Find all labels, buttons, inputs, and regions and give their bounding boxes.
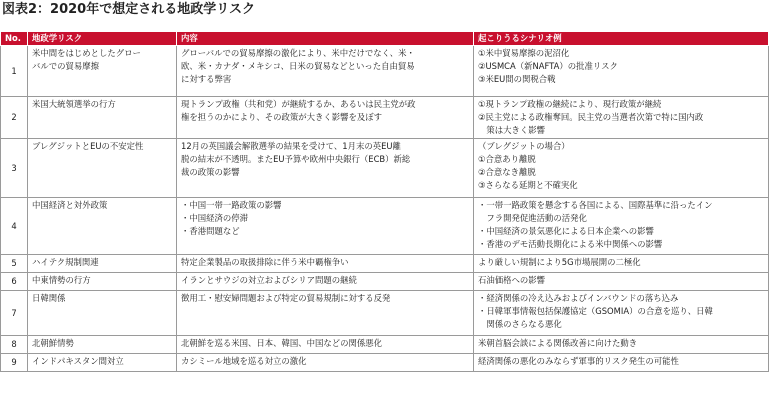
- table-row: [1, 139, 769, 198]
- table-row: [1, 291, 769, 336]
- cell-risk: [28, 46, 177, 97]
- header-risk: 地政学リスク: [28, 32, 177, 46]
- cell-no: 6: [1, 273, 28, 291]
- table-row: [1, 336, 769, 354]
- header-scenario: 起こりうるシナリオ例: [474, 32, 769, 46]
- cell-scenario: [474, 273, 769, 291]
- table-row: [1, 198, 769, 255]
- cell-scenario-line: 石油価格への影響: [478, 275, 545, 285]
- cell-content: [177, 97, 474, 139]
- cell-scenario-line: ・経済関係の冷え込みおよびインバウンドの落ち込み: [478, 293, 679, 303]
- table-row: [1, 255, 769, 273]
- cell-scenario: [474, 139, 769, 198]
- cell-content-line: 北朝鮮を巡る米国、日本、韓国、中国などの関係悪化: [181, 338, 382, 348]
- cell-risk: [28, 336, 177, 354]
- cell-content-line: 12月の英国議会解散選挙の結果を受けて、1月末の英EU離: [181, 141, 401, 151]
- cell-risk-line: 中東情勢の行方: [32, 275, 91, 285]
- cell-content-line: 現トランプ政権（共和党）が継続するか、あるいは民主党が政: [181, 99, 416, 109]
- cell-risk: [28, 273, 177, 291]
- cell-scenario-line: ①合意あり離脱: [478, 154, 536, 164]
- cell-content: [177, 198, 474, 255]
- cell-content: [177, 291, 474, 336]
- cell-scenario-line: より厳しい規制により5G市場展開の二極化: [478, 257, 641, 267]
- table-row: [1, 273, 769, 291]
- cell-scenario-line: ③さらなる延期と不確実化: [478, 180, 578, 190]
- figure-title: 図表2：2020年で想定される地政学リスク: [2, 2, 255, 17]
- cell-content: [177, 354, 474, 372]
- cell-scenario-line: ①現トランプ政権の継続により、現行政策が継続: [478, 99, 662, 109]
- cell-content: [177, 336, 474, 354]
- cell-content-line: 権を担うのかにより、その政策が大きく影響を及ぼす: [181, 112, 382, 122]
- cell-content-line: ・香港問題など: [181, 226, 240, 236]
- cell-content-line: 裁の政策の影響: [181, 167, 240, 177]
- cell-scenario-line: （ブレグジットの場合）: [478, 141, 570, 151]
- cell-content-line: カシミール地域を巡る対立の激化: [181, 356, 307, 366]
- cell-scenario: [474, 97, 769, 139]
- cell-content-line: 脱の結末が不透明。またEU予算や欧州中央銀行（ECB）新総: [181, 154, 411, 164]
- cell-content-line: に対する弊害: [181, 74, 232, 84]
- cell-risk-line: ハイテク規制関連: [32, 257, 99, 267]
- cell-risk-line: インドパキスタン間対立: [32, 356, 124, 366]
- cell-scenario-line: ・中国経済の景気悪化による日本企業への影響: [478, 226, 654, 236]
- cell-risk-line: 北朝鮮情勢: [32, 338, 74, 348]
- cell-content-line: ・中国一帯一路政策の影響: [181, 200, 282, 210]
- table-row: [1, 354, 769, 372]
- cell-scenario-line: ②民主党による政権奪回。民主党の当選者次第で特に国内政: [478, 112, 704, 122]
- cell-content-line: ・中国経済の停滞: [181, 213, 248, 223]
- cell-no: 2: [1, 97, 28, 139]
- cell-content-line: グローバルでの貿易摩擦の激化により、米中だけでなく、米・: [181, 48, 415, 58]
- cell-scenario-line: ①米中貿易摩擦の泥沼化: [478, 48, 570, 58]
- cell-scenario: [474, 354, 769, 372]
- cell-risk: [28, 255, 177, 273]
- cell-risk: [28, 291, 177, 336]
- cell-risk: [28, 97, 177, 139]
- cell-no: 5: [1, 255, 28, 273]
- cell-content: [177, 273, 474, 291]
- cell-scenario-line: ・香港のデモ活動長期化による米中関係への影響: [478, 239, 663, 249]
- cell-scenario: [474, 198, 769, 255]
- cell-risk-line: 日韓関係: [32, 293, 66, 303]
- cell-content: [177, 46, 474, 97]
- header-content: 内容: [177, 32, 474, 46]
- cell-risk: [28, 139, 177, 198]
- cell-scenario-line: ②USMCA（新NAFTA）の批准リスク: [478, 61, 618, 71]
- cell-scenario-line: ③米EU間の関税合戦: [478, 74, 556, 84]
- cell-risk-line: 米中間をはじめとしたグロー: [32, 48, 141, 58]
- header-no: No.: [1, 32, 28, 46]
- cell-scenario-line: 関係のさらなる悪化: [478, 319, 562, 329]
- cell-no: 8: [1, 336, 28, 354]
- cell-risk: [28, 354, 177, 372]
- cell-scenario-line: 経済関係の悪化のみならず軍事的リスク発生の可能性: [478, 356, 679, 366]
- cell-scenario-line: ・日韓軍事情報包括保護協定（GSOMIA）の合意を巡り、日韓: [478, 306, 713, 316]
- cell-scenario-line: 米朝首脳会談による関係改善に向けた動き: [478, 338, 638, 348]
- cell-content-line: イランとサウジの対立およびシリア問題の継続: [181, 275, 357, 285]
- cell-scenario-line: ・一帯一路政策を懸念する各国による、国際基準に沿ったイン: [478, 200, 713, 210]
- cell-content-line: 欧、米・カナダ・メキシコ、日米の貿易などといった自由貿易: [181, 61, 415, 71]
- cell-no: 9: [1, 354, 28, 372]
- cell-content-line: 徴用工・慰安婦問題および特定の貿易規制に対する反発: [181, 293, 391, 303]
- cell-no: 7: [1, 291, 28, 336]
- cell-risk-line: ブレグジットとEUの不安定性: [32, 141, 144, 151]
- cell-risk: [28, 198, 177, 255]
- cell-content: [177, 139, 474, 198]
- cell-no: 4: [1, 198, 28, 255]
- cell-risk-line: 中国経済と対外政策: [32, 200, 108, 210]
- table-row: [1, 46, 769, 97]
- cell-scenario-line: ②合意なき離脱: [478, 167, 536, 177]
- cell-content-line: 特定企業製品の取扱排除に伴う米中覇権争い: [181, 257, 349, 267]
- cell-no: 1: [1, 46, 28, 97]
- cell-scenario: [474, 255, 769, 273]
- geopolitical-risk-table: [0, 31, 769, 372]
- cell-risk-line: 米国大統領選挙の行方: [32, 99, 116, 109]
- table-row: [1, 97, 769, 139]
- cell-content: [177, 255, 474, 273]
- table-header-row: [1, 32, 769, 46]
- cell-scenario: [474, 46, 769, 97]
- cell-no: 3: [1, 139, 28, 198]
- cell-scenario: [474, 291, 769, 336]
- cell-scenario: [474, 336, 769, 354]
- cell-risk-line: バルでの貿易摩擦: [32, 61, 99, 71]
- cell-scenario-line: 策は大きく影響: [478, 125, 545, 135]
- cell-scenario-line: フラ開発促進活動の活発化: [478, 213, 587, 223]
